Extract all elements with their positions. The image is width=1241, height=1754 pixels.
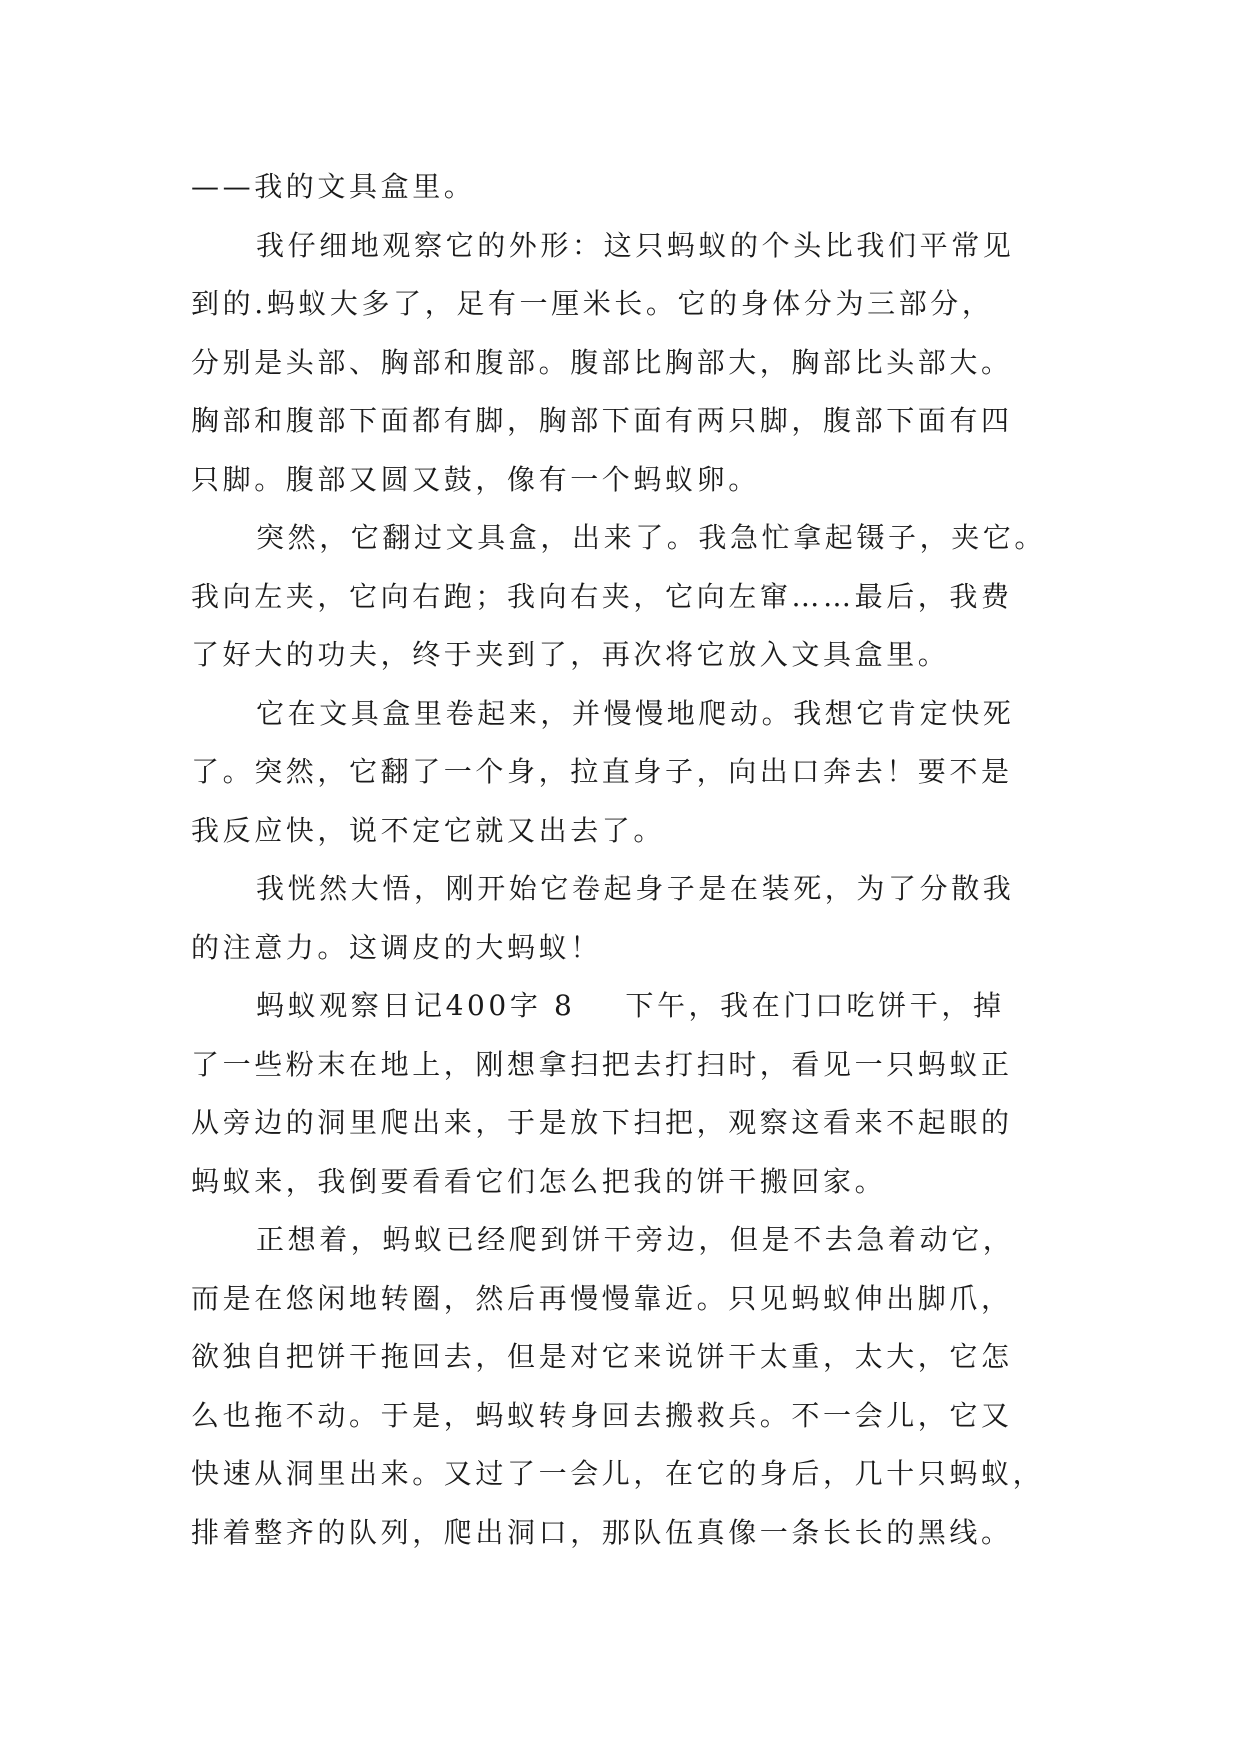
text-line: 胸部和腹部下面都有脚，胸部下面有两只脚，腹部下面有四 [191,404,1013,437]
text-line: ——我的文具盒里。 [191,170,476,203]
text-line: 突然，它翻过文具盒，出来了。我急忙拿起镊子，夹它。 [256,521,1047,554]
text-line: 排着整齐的队列，爬出洞口，那队伍真像一条长长的黑线。 [191,1515,1013,1549]
text-line: 我恍然大悟，刚开始它卷起身子是在装死，为了分散我 [256,872,1015,905]
text-line: 蚂蚁来，我倒要看看它们怎么把我的饼干搬回家。 [191,1164,887,1198]
text-line: 蚂蚁观察日记400字 8 下午，我在门口吃饼干，掉 [256,989,1005,1022]
text-line: 的注意力。这调皮的大蚂蚁！ [191,930,602,964]
text-line: 欲独自把饼干拖回去，但是对它来说饼干太重，太大，它怎 [191,1340,1013,1373]
text-line: 快速从洞里出来。又过了一会儿，在它的身后，几十只蚂蚁， [191,1457,1045,1490]
text-line: 我向左夹，它向右跑；我向右夹，它向左窜……最后，我费 [191,579,1013,613]
text-line: 么也拖不动。于是，蚂蚁转身回去搬救兵。不一会儿，它又 [191,1398,1013,1432]
document-body [191,158,1081,1562]
text-line: 了好大的功夫，终于夹到了，再次将它放入文具盒里。 [191,638,950,671]
text-line: 到的.蚂蚁大多了，足有一厘米长。它的身体分为三部分， [191,287,994,320]
text-line: 了一些粉末在地上，刚想拿扫把去打扫时，看见一只蚂蚁正 [191,1047,1013,1081]
text-line: 了。突然，它翻了一个身，拉直身子，向出口奔去！要不是 [191,755,1013,788]
text-line: 正想着，蚂蚁已经爬到饼干旁边，但是不去急着动它， [256,1223,1015,1256]
text-line: 我反应快，说不定它就又出去了。 [191,813,666,847]
text-line: 我仔细地观察它的外形：这只蚂蚁的个头比我们平常见 [256,228,1015,262]
text-line: 只脚。腹部又圆又鼓，像有一个蚂蚁卵。 [191,462,760,496]
text-line: 它在文具盒里卷起来，并慢慢地爬动。我想它肯定快死 [256,696,1015,730]
text-line: 分别是头部、胸部和腹部。腹部比胸部大，胸部比头部大。 [191,345,1013,379]
text-line: 而是在悠闲地转圈，然后再慢慢靠近。只见蚂蚁伸出脚爪， [191,1281,1013,1315]
text-line: 从旁边的洞里爬出来，于是放下扫把，观察这看来不起眼的 [191,1106,1013,1139]
